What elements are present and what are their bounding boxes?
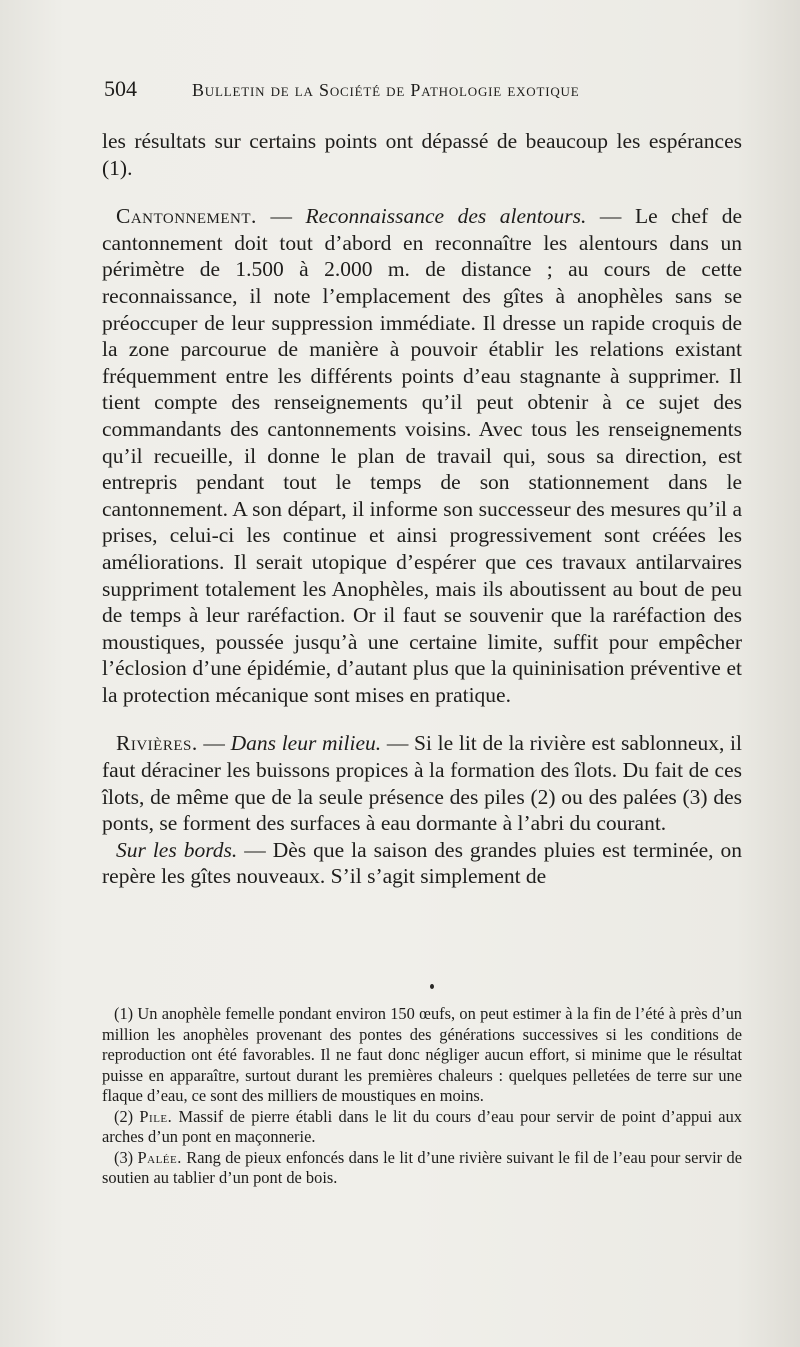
footnote-3 [102,1148,742,1189]
body-text [102,128,742,890]
footnote-2-number: (2) [114,1106,140,1126]
ink-mark [430,984,434,989]
dash: — [256,204,306,229]
footnote-3-term: Palée. [137,1147,182,1167]
paragraph-cantonnement-text: — Le chef de cantonnement doit tout d’abord en reconnaître les alentours dans un périmètre de 1.500 à 2.000 m. de distance ; au cours de cette reconnaissance, il note l’emplacement des gîtes à anophèles sans se préoccuper de leur suppression immédiate. Il dresse un rapide croquis de la zone parcourue de manière à pouvoir établir les relations existant fréquemment entre les différents points d’eau stagnante à supprimer. Il tient compte des renseignements qu’il peut obtenir à ce sujet des commandants des cantonnements voisins. Avec tous les renseignements qu’il recueille, il donne le plan de travail qui, sous sa direction, est entrepris pendant tout le temps de son stationnement dans le cantonnement. A son départ, il informe son successeur des mesures qu’il a prises, celui-ci les continue et ainsi progressivement sont créées les améliorations. Il serait utopique d’espérer que ces travaux antilarvaires suppriment totalement les Anophèles, mais ils aboutissent au bout de peu de temps à leur raréfaction. Or il faut se souvenir que la raréfaction des moustiques, poussée jusqu’à une certaine limite, suffit pour empêcher l’éclosion d’une épidémie, d’autant plus que la quininisation préventive et la protection mécanique sont mises en pratique. [102,204,742,707]
footnote-2 [102,1107,742,1148]
subheading-dans-leur-milieu: Dans leur milieu. [230,731,382,756]
footnote-2-text: Massif de pierre établi dans le lit du cours d’eau pour servir de point d’appui aux arches d’un pont en maçonnerie. [102,1106,742,1146]
subheading-reconnaissance: Reconnaissance des alentours. [305,204,587,229]
running-title: Bulletin de la Société de Pathologie exotique [192,80,580,100]
section-heading-cantonnement: Cantonnement. [116,204,257,229]
paragraph-rivieres [102,730,742,836]
footnote-3-number: (3) [114,1147,138,1167]
paragraph-intro: les résultats sur certains points ont dépassé de beaucoup les espérances (1). [102,129,742,180]
paragraph-bords [102,837,742,890]
footnote-1: (1) Un anophèle femelle pondant environ 150 œufs, on peut estimer à la fin de l’été à près d’un million les anophèles provenant des pontes des générations successives si les conditions de reproduction ont été favorables. Il ne faut donc négliger aucun effort, si minime que le résultat puisse en apparaître, surtout durant les premières chaleurs : quelques pelletées de terre sur une flaque d’eau, ce sont des milliers de moustiques en moins. [102,1004,742,1105]
footnotes [102,1004,742,1189]
footnote-3-text: Rang de pieux enfoncés dans le lit d’une rivière suivant le fil de l’eau pour servir de soutien au tablier d’un pont de bois. [102,1147,742,1187]
subheading-sur-les-bords: Sur les bords. [116,837,238,862]
page-number: 504 [104,76,137,101]
paragraph-rivieres-text: — Si le lit de la rivière est sablonneux, il faut déraciner les buissons propices à la formation des îlots. Du fait de ces îlots, de même que de la seule présence des piles (2) ou des palées (3) des ponts, se forment des surfaces à eau dormante à l’abri du courant. [102,731,742,836]
paragraph-bords-text: — Dès que la saison des grandes pluies est terminée, on repère les gîtes nouveaux. S’il s’agit simplement de [102,837,742,889]
dash: — [197,731,231,756]
footnote-2-term: Pile. [139,1106,173,1126]
page-header [104,76,664,108]
paragraph-cantonnement [102,203,742,708]
section-heading-rivieres: Rivières. [116,731,198,756]
